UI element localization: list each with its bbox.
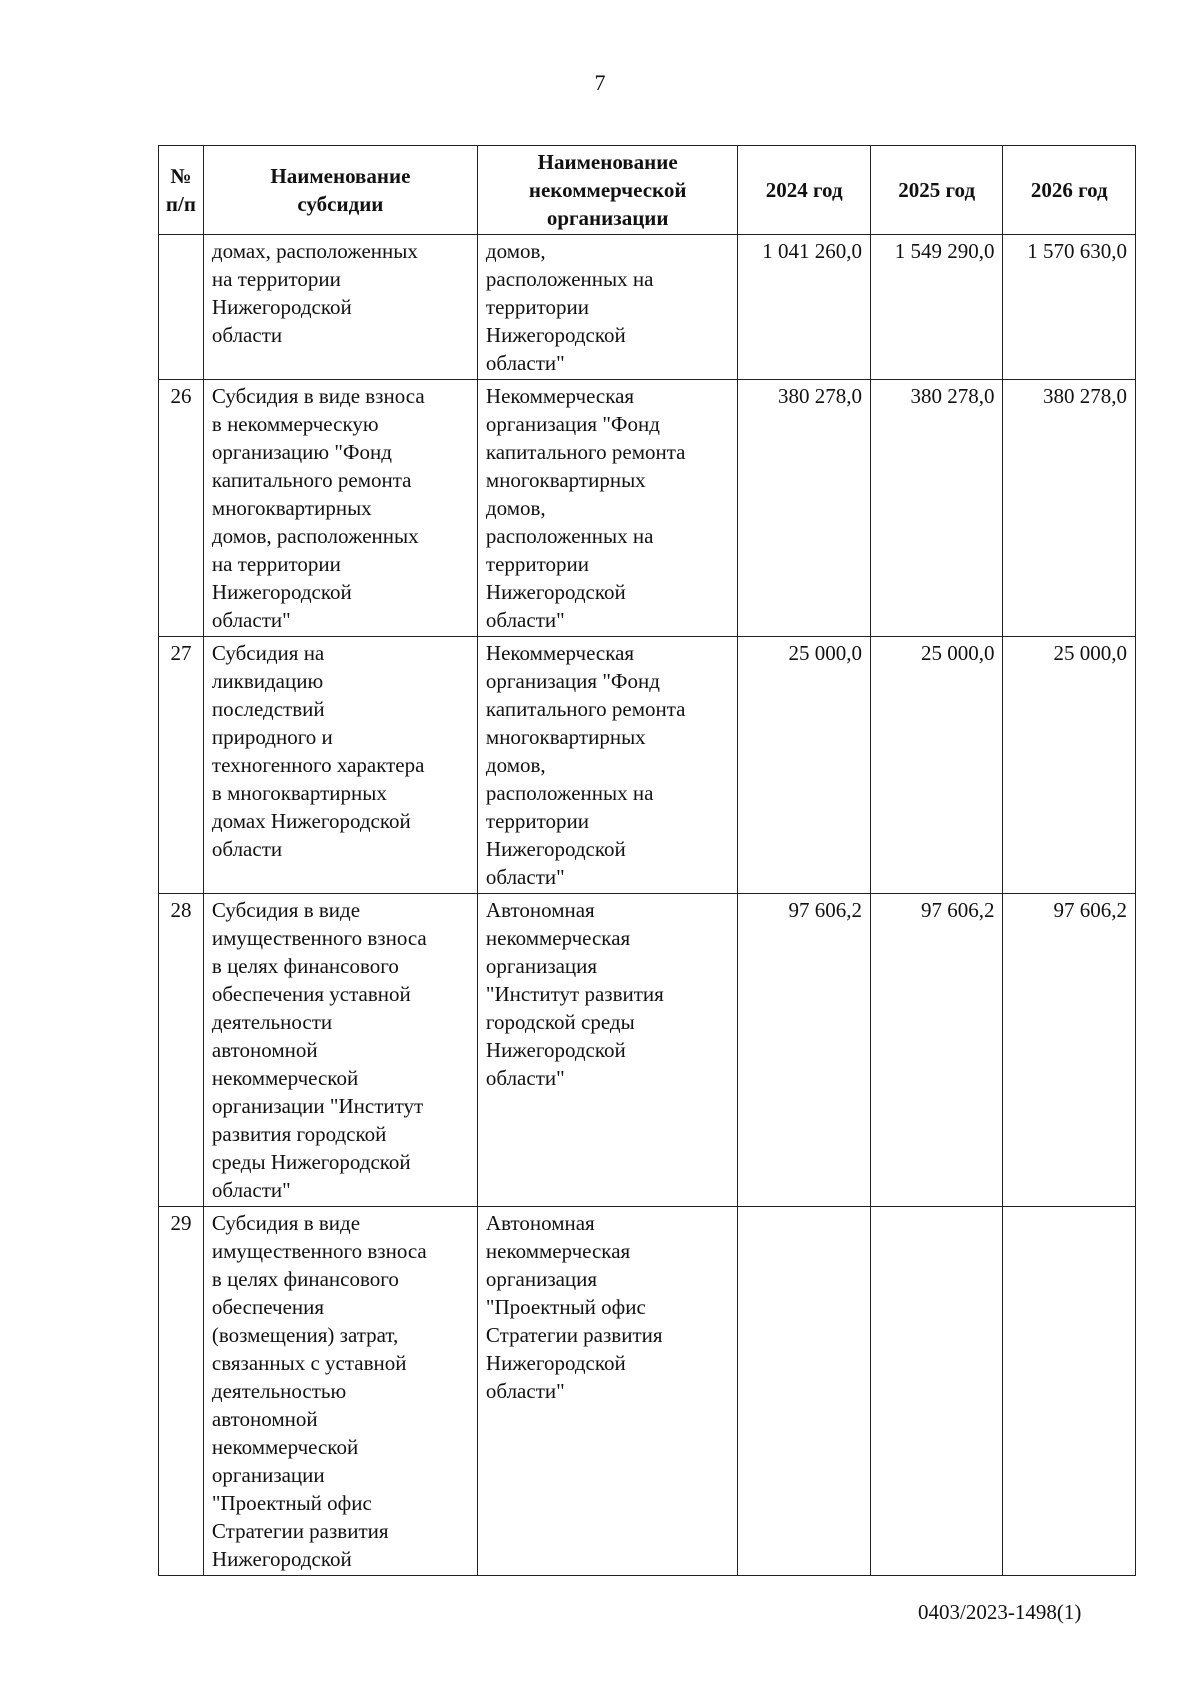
header-2026: 2026 год (1003, 146, 1136, 235)
row-subsidy-name: Субсидия в виде взноса в некоммерческую организацию "Фонд капитального ремонта многоквартирных домов, расположенных на территории Нижегородской области" (203, 380, 477, 637)
row-value-2025: 25 000,0 (870, 637, 1003, 894)
table-row (159, 235, 1136, 380)
header-subsidy-name: Наименование субсидии (203, 146, 477, 235)
header-num: № п/п (159, 146, 204, 235)
table-row (159, 380, 1136, 637)
row-subsidy-name: Субсидия на ликвидацию последствий природного и техногенного характера в многоквартирных домах Нижегородской области (203, 637, 477, 894)
row-value-2024: 97 606,2 (738, 894, 871, 1207)
subsidies-table (158, 145, 1136, 1576)
row-org-name: Некоммерческая организация "Фонд капитального ремонта многоквартирных домов, расположенных на территории Нижегородской области" (477, 380, 738, 637)
table-header-row (159, 146, 1136, 235)
row-org-name: Автономная некоммерческая организация "Проектный офис Стратегии развития Нижегородской области" (477, 1207, 738, 1576)
row-num: 26 (159, 380, 204, 637)
row-value-2026: 380 278,0 (1003, 380, 1136, 637)
row-value-2024: 380 278,0 (738, 380, 871, 637)
row-num (159, 235, 204, 380)
row-num: 29 (159, 1207, 204, 1576)
header-org-name: Наименование некоммерческой организации (477, 146, 738, 235)
row-num: 27 (159, 637, 204, 894)
row-value-2026 (1003, 1207, 1136, 1576)
row-value-2025: 1 549 290,0 (870, 235, 1003, 380)
row-org-name: домов, расположенных на территории Нижегородской области" (477, 235, 738, 380)
page-number: 7 (594, 70, 606, 95)
table-row (159, 637, 1136, 894)
row-value-2025 (870, 1207, 1003, 1576)
row-value-2024: 25 000,0 (738, 637, 871, 894)
row-value-2025: 380 278,0 (870, 380, 1003, 637)
row-org-name: Автономная некоммерческая организация "Институт развития городской среды Нижегородской области" (477, 894, 738, 1207)
row-subsidy-name: домах, расположенных на территории Нижегородской области (203, 235, 477, 380)
row-value-2024 (738, 1207, 871, 1576)
table-row (159, 1207, 1136, 1576)
header-2024: 2024 год (738, 146, 871, 235)
row-value-2026: 97 606,2 (1003, 894, 1136, 1207)
row-num: 28 (159, 894, 204, 1207)
document-registration-code: 0403/2023-1498(1) (918, 1600, 1082, 1624)
row-org-name: Некоммерческая организация "Фонд капитального ремонта многоквартирных домов, расположенных на территории Нижегородской области" (477, 637, 738, 894)
row-value-2025: 97 606,2 (870, 894, 1003, 1207)
row-subsidy-name: Субсидия в виде имущественного взноса в целях финансового обеспечения (возмещения) затрат, связанных с уставной деятельностью автономной некоммерческой организации "Проектный офис Стратегии развития Нижегородской (203, 1207, 477, 1576)
row-value-2026: 1 570 630,0 (1003, 235, 1136, 380)
table-row (159, 894, 1136, 1207)
row-value-2026: 25 000,0 (1003, 637, 1136, 894)
header-2025: 2025 год (870, 146, 1003, 235)
row-subsidy-name: Субсидия в виде имущественного взноса в целях финансового обеспечения уставной деятельности автономной некоммерческой организации "Институт развития городской среды Нижегородской области" (203, 894, 477, 1207)
row-value-2024: 1 041 260,0 (738, 235, 871, 380)
